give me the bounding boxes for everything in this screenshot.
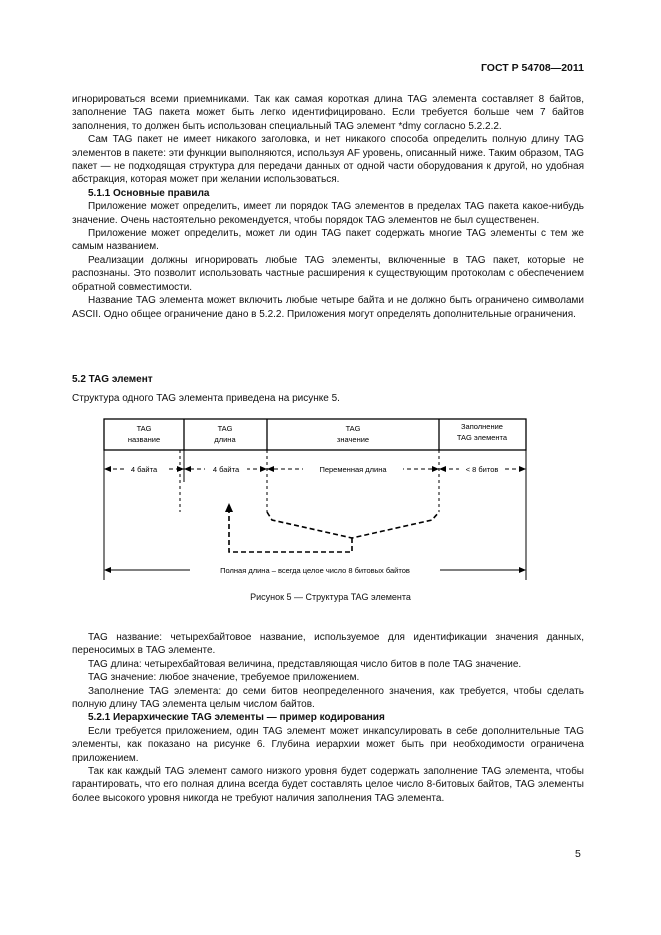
box-value-line1: TAG [345,424,361,433]
box-value-line2: значение [336,435,370,444]
box-padding-line1: Заполнение [461,422,503,431]
paragraph: Приложение может определить, может ли один TAG пакет содержать многие TAG элементы с тем же самым названием. [72,228,584,253]
dashed-callout [229,510,439,552]
figure-intro: Структура одного TAG элемента приведена на рисунке 5. [72,393,340,404]
figure-caption: Рисунок 5 — Структура TAG элемента [250,592,411,602]
box-length-line2: длина [214,435,236,444]
subsection-heading-5-1-1: 5.1.1 Основные правила [88,187,210,199]
total-length-label: Полная длина – всегда целое число 8 битовых байтов [220,566,410,575]
document-id: ГОСТ Р 54708—2011 [480,62,584,74]
paragraph: Реализации должны игнорировать любые TAG элементы, включенные в TAG пакет, которые не распознаны. Это позволит использовать частные расширения к существующим протоколам с обеспечением обратной совместимости. [72,254,584,293]
definition-tag-padding: Заполнение TAG элемента: до семи битов неопределенного значения, как требуется, чтобы сделать полную длину TAG элемента целым числом байтов. [72,685,584,711]
subsection-heading-5-2-1: 5.2.1 Иерархические TAG элементы — пример кодирования [88,712,385,724]
dim-name-bytes: 4 байта [130,465,158,474]
section-heading-5-2: 5.2 TAG элемент [72,374,153,385]
dim-value-variable: Переменная длина [319,465,387,474]
body-block-2 [72,631,584,805]
dim-length-bytes: 4 байта [212,465,240,474]
arrowheads [104,466,526,573]
paragraph: Приложение может определить, имеет ли порядок TAG элементов в пределах TAG пакета какое-нибудь значение. Очень настоятельно рекомендуется, чтобы порядок TAG элементов не был существенен. [72,201,584,226]
definition-tag-name: TAG название: четырехбайтовое название, используемое для идентификации значения данных, переносимых в TAG элементе. [72,632,584,657]
definition-tag-length: TAG длина: четырехбайтовая величина, представляющая число битов в поле TAG значение. [88,658,522,670]
box-name-line2: название [127,435,161,444]
box-padding-line2: TAG элемента [456,433,508,442]
callout-arrowhead [225,503,233,512]
page-number: 5 [575,848,581,860]
box-name-line1: TAG [136,424,152,433]
dim-padding-bits: < 8 битов [465,465,499,474]
paragraph: игнорироваться всеми приемниками. Так как самая короткая длина TAG элемента составляет 8 байтов, заполнение TAG пакета может быть легко идентифицировано. Если требуется больше чем 7 байтов заполнения, то должен быть использован специальный TAG элемент *dmy согласно 5.2.2.2. [72,94,584,132]
paragraph: Если требуется приложением, один TAG элемент может инкапсулировать в себе дополнительные TAG элементы, как показано на рисунке 6. Глубина иерархии может быть при необходимости ограничена приложением. [72,725,584,764]
paragraph: Название TAG элемента может включить любые четыре байта и не должно быть ограничено символами ASCII. Одно общее ограничение дано в 5.2.2. Приложения могут определять дополнительные ограничения. [72,295,584,320]
definition-tag-value: TAG значение: любое значение, требуемое приложением. [88,672,360,684]
paragraph: Сам TAG пакет не имеет никакого заголовка, и нет никакого способа определить полную длину TAG элементов в пакете: эти функции выполняются, используя AF уровень, описанный ниже. Таким образом, TAG пакет — не подходящая структура для передачи данных от одной части оборудования к другой, но удобная абстракция, которая может при желании использоваться. [72,134,584,186]
box-length-line1: TAG [217,424,233,433]
paragraph: Так как каждый TAG элемент самого низкого уровня будет содержать заполнение TAG элемента, чтобы гарантировать, что его полная длина всегда будет составлять целое число 8-битовых байтов, TAG элементы более высокого уровня никогда не требуют наличия заполнения TAG элемента. [72,766,584,804]
